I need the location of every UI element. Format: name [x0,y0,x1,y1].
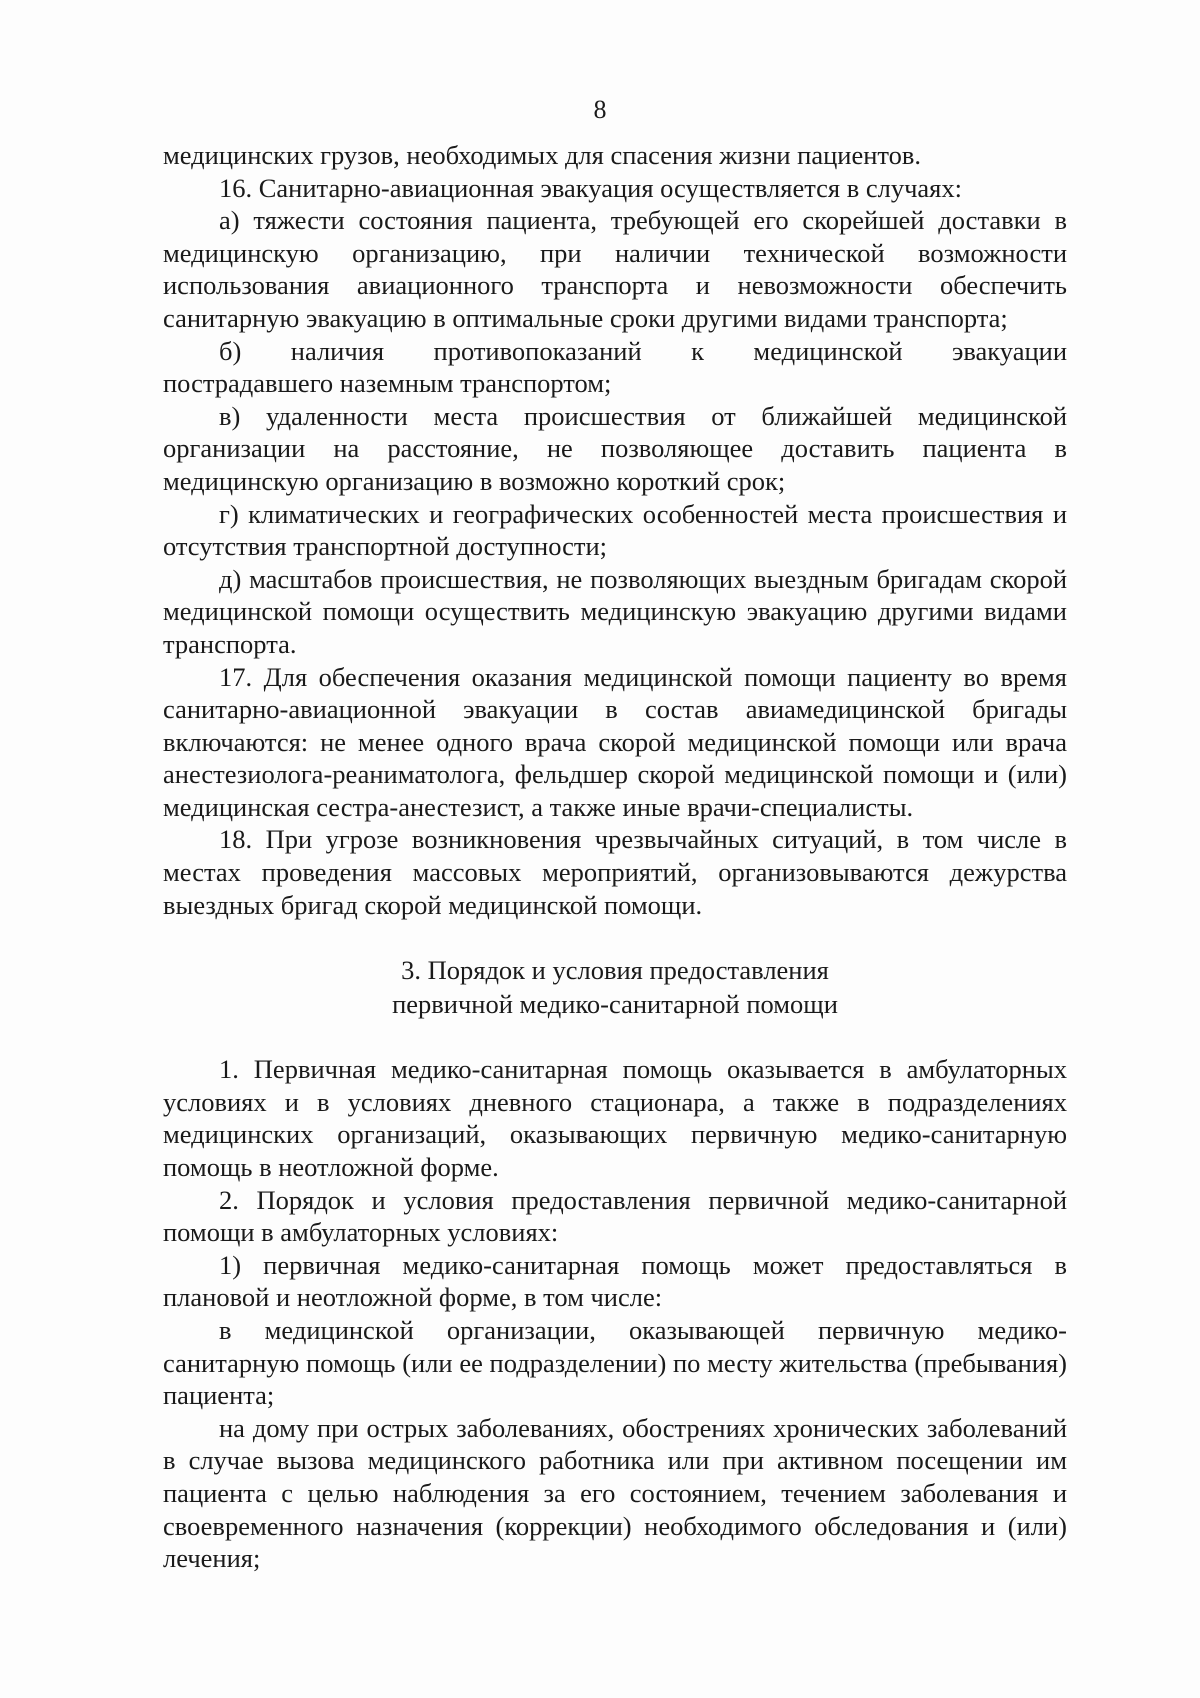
section-heading [163,953,1067,1021]
paragraph-continuation: медицинских грузов, необходимых для спасения жизни пациентов. [163,140,922,170]
paragraph-item-16-v: в) удаленности места происшествия от ближайшей медицинской организации на расстояние, не позволяющее доставить пациента в медицинскую организацию в возможно короткий срок; [163,400,1067,496]
paragraph-item-17: 17. Для обеспечения оказания медицинской помощи пациенту во время санитарно-авиационной эвакуации в состав авиамедицинской бригады включаются: не менее одного врача скорой медицинской помощи или врача анестезиолога-реаниматолога, фельдшер скорой медицинской помощи и (или) медицинская сестра-анестезист, а также иные врачи-специалисты. [163,661,1067,822]
section-heading-line1: 3. Порядок и условия предоставления [401,955,829,986]
section-heading-line2: первичной медико-санитарной помощи [392,989,838,1020]
paragraph-item-16-d: д) масштабов происшествия, не позволяющих выездным бригадам скорой медицинской помощи осуществить медицинскую эвакуацию другими видами транспорта. [163,563,1067,659]
paragraph-item-16-b-line2: пострадавшего наземным транспортом; [163,368,612,399]
paragraph-sec3-item-2: 2. Порядок и условия предоставления первичной медико-санитарной помощи в амбулаторных условиях: [163,1184,1067,1248]
paragraph-sec3-item-2-1-b: на дому при острых заболеваниях, обострениях хронических заболеваний в случае вызова медицинского работника или при активном посещении им пациента с целью наблюдения за его состоянием, течением заболевания и своевременного назначения (коррекции) необходимого обследования и (или) лечения; [163,1412,1067,1574]
paragraph-item-16-b-line1: б) наличия противопоказаний к медицинской эвакуации [219,335,1067,366]
paragraph-sec3-item-2-1-a: в медицинской организации, оказывающей первичную медико-санитарную помощь (или ее подразделении) по месту жительства (пребывания) пациента; [163,1315,1067,1411]
page-number: 8 [593,95,607,124]
paragraph-sec3-item-2-1: 1) первичная медико-санитарная помощь может предоставляться в плановой и неотложной форме, в том числе: [163,1249,1067,1313]
paragraph-item-18: 18. При угрозе возникновения чрезвычайных ситуаций, в том числе в местах проведения массовых мероприятий, организовываются дежурства выездных бригад скорой медицинской помощи. [163,824,1067,920]
paragraph-item-16-g: г) климатических и географических особенностей места происшествия и отсутствия транспортной доступности; [163,498,1067,562]
paragraph-item-16-a: а) тяжести состояния пациента, требующей его скорейшей доставки в медицинскую организацию, при наличии технической возможности использования авиационного транспорта и невозможности обеспечить санитарную эвакуацию в оптимальные сроки другими видами транспорта; [163,205,1067,333]
paragraph-sec3-item-1: 1. Первичная медико-санитарная помощь оказывается в амбулаторных условиях и в условиях дневного стационара, а также в подразделениях медицинских организаций, оказывающих первичную медико-санитарную помощь в неотложной форме. [163,1054,1067,1183]
document-body [163,139,1067,1575]
paragraph-item-16: 16. Санитарно-авиационная эвакуация осуществляется в случаях: [219,172,962,203]
